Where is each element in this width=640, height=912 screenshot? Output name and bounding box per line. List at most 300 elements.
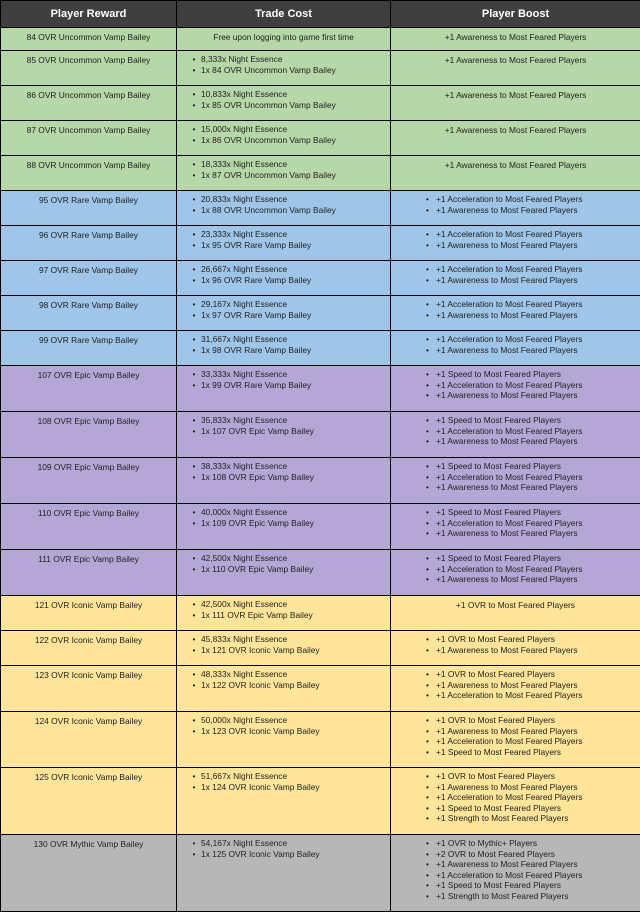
cost-list [181, 415, 386, 436]
bullet-icon: • [192, 461, 196, 471]
bullet-icon: • [192, 379, 196, 390]
cost-item [187, 240, 386, 251]
bullet-icon: • [426, 553, 429, 563]
bullet-icon: • [426, 239, 429, 250]
boost-item [419, 792, 636, 803]
bullet-icon: • [192, 517, 196, 528]
bullet-icon: • [426, 725, 429, 736]
boost-item [419, 528, 636, 539]
boost-list [395, 334, 636, 355]
boost-item [419, 553, 636, 564]
cost-item [187, 564, 386, 575]
trade-cost-cell [177, 226, 391, 261]
player-reward-cell: 98 OVR Rare Vamp Bailey [1, 296, 177, 331]
cost-text: 1x 98 OVR Rare Vamp Bailey [201, 344, 312, 355]
table-row [1, 631, 640, 666]
boost-item [419, 436, 636, 447]
table-row [1, 226, 640, 261]
boost-item [419, 415, 636, 426]
cost-text: 42,500x Night Essence [201, 599, 288, 609]
table-body [1, 28, 640, 912]
cost-text: 31,667x Night Essence [201, 334, 288, 344]
boost-text: +1 OVR to Most Feared Players [436, 771, 555, 781]
boost-text: +1 Acceleration to Most Feared Players [436, 229, 583, 239]
table-row [1, 28, 640, 51]
cost-text: 40,000x Night Essence [201, 507, 288, 517]
trade-cost-cell [177, 331, 391, 366]
bullet-icon: • [192, 609, 196, 620]
bullet-icon: • [426, 379, 429, 390]
trade-cost-cell [177, 86, 391, 121]
bullet-icon: • [426, 644, 429, 655]
cost-text: 1x 87 OVR Uncommon Vamp Bailey [201, 169, 336, 180]
player-boost-cell [391, 331, 640, 366]
cost-item [187, 54, 386, 65]
bullet-icon: • [426, 344, 429, 355]
bullet-icon: • [192, 781, 196, 792]
boost-item [419, 870, 636, 881]
header-trade-cost: Trade Cost [177, 1, 391, 28]
bullet-icon: • [192, 309, 196, 320]
bullet-icon: • [192, 194, 196, 204]
cost-text: 1x 88 OVR Uncommon Vamp Bailey [201, 204, 336, 215]
trade-cost-cell: Free upon logging into game first time [177, 28, 391, 51]
cost-list [181, 838, 386, 859]
boost-item [419, 334, 636, 345]
cost-item [187, 426, 386, 437]
boost-text: +1 OVR to Most Feared Players [436, 634, 555, 644]
player-reward-cell: 88 OVR Uncommon Vamp Bailey [1, 156, 177, 191]
boost-item [419, 880, 636, 891]
boost-text: +1 Awareness to Most Feared Players [436, 781, 578, 792]
player-reward-cell: 130 OVR Mythic Vamp Bailey [1, 835, 177, 912]
player-boost-cell: +1 Awareness to Most Feared Players [391, 51, 640, 86]
boost-item [419, 813, 636, 824]
cost-list [181, 461, 386, 482]
bullet-icon: • [426, 838, 429, 848]
boost-item [419, 461, 636, 472]
boost-text: +1 Strength to Most Feared Players [436, 890, 569, 901]
cost-item [187, 771, 386, 782]
boost-list [395, 507, 636, 539]
boost-list [395, 838, 636, 901]
trade-cost-cell [177, 261, 391, 296]
boost-list [395, 194, 636, 215]
bullet-icon: • [426, 736, 429, 746]
bullet-icon: • [426, 369, 429, 379]
boost-text: +1 Acceleration to Most Feared Players [436, 792, 583, 802]
boost-text: +1 Acceleration to Most Feared Players [436, 869, 583, 880]
table-row [1, 121, 640, 156]
player-boost-cell [391, 712, 640, 768]
trade-cost-cell [177, 458, 391, 504]
table-row [1, 156, 640, 191]
bullet-icon: • [426, 715, 429, 725]
bullet-icon: • [192, 89, 196, 99]
player-boost-cell [391, 261, 640, 296]
bullet-icon: • [192, 344, 196, 355]
cost-text: 1x 122 OVR Iconic Vamp Bailey [201, 679, 320, 690]
boost-text: +1 Strength to Most Feared Players [436, 813, 569, 823]
player-boost-cell: +1 Awareness to Most Feared Players [391, 86, 640, 121]
header-player-reward: Player Reward [1, 1, 177, 28]
cost-text: 1x 125 OVR Iconic Vamp Bailey [201, 848, 320, 859]
boost-item [419, 680, 636, 691]
boost-text: +1 Acceleration to Most Feared Players [436, 299, 583, 309]
cost-item [187, 849, 386, 860]
cost-text: 1x 110 OVR Epic Vamp Bailey [201, 563, 314, 574]
cost-list [181, 553, 386, 574]
bullet-icon: • [426, 507, 429, 517]
cost-item [187, 135, 386, 146]
player-reward-cell: 107 OVR Epic Vamp Bailey [1, 366, 177, 412]
boost-item [419, 715, 636, 726]
cost-list [181, 89, 386, 110]
cost-item [187, 415, 386, 426]
bullet-icon: • [426, 334, 429, 344]
boost-list [395, 553, 636, 585]
cost-item [187, 205, 386, 216]
cost-text: 1x 109 OVR Epic Vamp Bailey [201, 517, 314, 528]
cost-list [181, 229, 386, 250]
bullet-icon: • [426, 781, 429, 792]
cost-text: 1x 107 OVR Epic Vamp Bailey [201, 425, 314, 436]
bullet-icon: • [426, 264, 429, 274]
boost-item [419, 310, 636, 321]
player-reward-cell: 95 OVR Rare Vamp Bailey [1, 191, 177, 226]
cost-text: 51,667x Night Essence [201, 771, 288, 781]
table-row [1, 768, 640, 835]
table-row [1, 550, 640, 596]
boost-item [419, 229, 636, 240]
table-row [1, 296, 640, 331]
boost-text: +1 Speed to Most Feared Players [436, 553, 561, 563]
boost-text: +1 Speed to Most Feared Players [436, 461, 561, 471]
bullet-icon: • [426, 461, 429, 471]
cost-item [187, 782, 386, 793]
boost-text: +1 Awareness to Most Feared Players [436, 482, 578, 492]
cost-item [187, 65, 386, 76]
table-row [1, 261, 640, 296]
cost-item [187, 645, 386, 656]
bullet-icon: • [426, 517, 429, 528]
boost-text: +1 Acceleration to Most Feared Players [436, 334, 583, 344]
bullet-icon: • [426, 425, 429, 436]
trade-cost-cell [177, 366, 391, 412]
bullet-icon: • [426, 813, 429, 823]
bullet-icon: • [426, 390, 429, 400]
trade-cost-cell [177, 768, 391, 835]
cost-item [187, 669, 386, 680]
boost-item [419, 645, 636, 656]
player-reward-cell: 110 OVR Epic Vamp Bailey [1, 504, 177, 550]
boost-item [419, 838, 636, 849]
boost-item [419, 205, 636, 216]
boost-text: +1 Acceleration to Most Feared Players [436, 379, 583, 390]
cost-text: 18,333x Night Essence [201, 159, 288, 169]
cost-list [181, 264, 386, 285]
boost-item [419, 240, 636, 251]
cost-item [187, 518, 386, 529]
player-boost-cell [391, 226, 640, 261]
bullet-icon: • [426, 848, 429, 859]
boost-text: +1 Acceleration to Most Feared Players [436, 471, 583, 482]
boost-list [395, 461, 636, 493]
bullet-icon: • [426, 880, 429, 890]
bullet-icon: • [192, 848, 196, 859]
boost-text: +1 Acceleration to Most Feared Players [436, 517, 583, 528]
boost-item [419, 803, 636, 814]
bullet-icon: • [192, 415, 196, 425]
cost-list [181, 159, 386, 180]
bullet-icon: • [426, 802, 429, 813]
boost-item [419, 264, 636, 275]
bullet-icon: • [426, 274, 429, 285]
bullet-icon: • [192, 204, 196, 215]
player-boost-cell: +1 Awareness to Most Feared Players [391, 28, 640, 51]
player-boost-cell [391, 458, 640, 504]
bullet-icon: • [192, 715, 196, 725]
bullet-icon: • [426, 563, 429, 574]
trade-cost-cell [177, 191, 391, 226]
boost-text: +1 OVR to Mythic+ Players [436, 838, 538, 848]
bullet-icon: • [426, 690, 429, 700]
bullet-icon: • [192, 229, 196, 239]
boost-text: +2 OVR to Most Feared Players [436, 848, 555, 859]
trade-cost-cell [177, 631, 391, 666]
bullet-icon: • [426, 471, 429, 482]
player-boost-cell [391, 366, 640, 412]
player-boost-cell [391, 296, 640, 331]
bullet-icon: • [426, 229, 429, 239]
cost-item [187, 599, 386, 610]
cost-item [187, 264, 386, 275]
trade-cost-cell [177, 504, 391, 550]
cost-list [181, 124, 386, 145]
player-reward-cell: 111 OVR Epic Vamp Bailey [1, 550, 177, 596]
bullet-icon: • [192, 369, 196, 379]
boost-item [419, 299, 636, 310]
player-boost-cell [391, 631, 640, 666]
player-reward-cell: 85 OVR Uncommon Vamp Bailey [1, 51, 177, 86]
cost-text: 15,000x Night Essence [201, 124, 288, 134]
bullet-icon: • [426, 204, 429, 215]
cost-list [181, 299, 386, 320]
bullet-icon: • [192, 334, 196, 344]
boost-text: +1 Awareness to Most Feared Players [436, 644, 578, 655]
cost-list [181, 194, 386, 215]
player-reward-cell: 122 OVR Iconic Vamp Bailey [1, 631, 177, 666]
boost-text: +1 Acceleration to Most Feared Players [436, 736, 583, 746]
cost-item [187, 124, 386, 135]
player-reward-cell: 87 OVR Uncommon Vamp Bailey [1, 121, 177, 156]
bullet-icon: • [192, 838, 196, 848]
boost-text: +1 Acceleration to Most Feared Players [436, 690, 583, 700]
player-boost-cell [391, 191, 640, 226]
boost-item [419, 472, 636, 483]
table-row [1, 504, 640, 550]
boost-text: +1 OVR to Most Feared Players [436, 715, 555, 725]
cost-item [187, 229, 386, 240]
cost-item [187, 715, 386, 726]
boost-text: +1 Awareness to Most Feared Players [436, 309, 578, 320]
bullet-icon: • [192, 644, 196, 655]
bullet-icon: • [192, 99, 196, 110]
trade-cost-cell [177, 666, 391, 712]
table-row [1, 191, 640, 226]
boost-text: +1 Awareness to Most Feared Players [436, 528, 578, 538]
cost-text: 50,000x Night Essence [201, 715, 288, 725]
boost-text: +1 OVR to Most Feared Players [436, 669, 555, 679]
cost-item [187, 345, 386, 356]
trade-cost-cell [177, 835, 391, 912]
boost-list [395, 715, 636, 757]
table-row [1, 458, 640, 504]
cost-text: 33,333x Night Essence [201, 369, 288, 379]
cost-item [187, 553, 386, 564]
boost-item [419, 507, 636, 518]
boost-item [419, 275, 636, 286]
cost-text: 1x 86 OVR Uncommon Vamp Bailey [201, 134, 336, 145]
bullet-icon: • [192, 169, 196, 180]
cost-list [181, 54, 386, 75]
player-reward-cell: 108 OVR Epic Vamp Bailey [1, 412, 177, 458]
cost-list [181, 771, 386, 792]
cost-item [187, 310, 386, 321]
cost-text: 1x 108 OVR Epic Vamp Bailey [201, 471, 314, 482]
cost-list [181, 715, 386, 736]
bullet-icon: • [426, 679, 429, 690]
bullet-icon: • [426, 309, 429, 320]
cost-text: 38,333x Night Essence [201, 461, 288, 471]
player-boost-cell [391, 666, 640, 712]
cost-text: 1x 121 OVR Iconic Vamp Bailey [201, 644, 320, 655]
cost-text: 1x 124 OVR Iconic Vamp Bailey [201, 781, 320, 792]
boost-list [395, 634, 636, 655]
cost-text: 42,500x Night Essence [201, 553, 288, 563]
table-row [1, 712, 640, 768]
cost-text: 8,333x Night Essence [201, 54, 283, 64]
player-boost-cell: +1 Awareness to Most Feared Players [391, 156, 640, 191]
bullet-icon: • [426, 771, 429, 781]
bullet-icon: • [192, 425, 196, 436]
player-reward-cell: 99 OVR Rare Vamp Bailey [1, 331, 177, 366]
cost-text: 1x 111 OVR Epic Vamp Bailey [201, 609, 313, 620]
cost-text: 1x 99 OVR Rare Vamp Bailey [201, 379, 312, 390]
bullet-icon: • [192, 124, 196, 134]
player-boost-cell [391, 412, 640, 458]
boost-item [419, 849, 636, 860]
cost-item [187, 89, 386, 100]
player-reward-cell: 125 OVR Iconic Vamp Bailey [1, 768, 177, 835]
boost-list [395, 229, 636, 250]
cost-text: 1x 95 OVR Rare Vamp Bailey [201, 239, 312, 250]
cost-item [187, 170, 386, 181]
boost-text: +1 Awareness to Most Feared Players [436, 859, 578, 869]
bullet-icon: • [192, 471, 196, 482]
cost-item [187, 610, 386, 621]
player-reward-cell: 84 OVR Uncommon Vamp Bailey [1, 28, 177, 51]
table-row [1, 86, 640, 121]
boost-list [395, 264, 636, 285]
cost-text: 29,167x Night Essence [201, 299, 288, 309]
cost-text: 23,333x Night Essence [201, 229, 288, 239]
bullet-icon: • [192, 679, 196, 690]
table-row [1, 596, 640, 631]
cost-list [181, 369, 386, 390]
boost-item [419, 426, 636, 437]
trade-cost-cell [177, 412, 391, 458]
cost-text: 1x 123 OVR Iconic Vamp Bailey [201, 725, 320, 736]
bullet-icon: • [426, 415, 429, 425]
boost-item [419, 390, 636, 401]
boost-text: +1 Awareness to Most Feared Players [436, 390, 578, 400]
trade-cost-cell [177, 712, 391, 768]
boost-text: +1 Awareness to Most Feared Players [436, 274, 578, 285]
player-boost-cell [391, 550, 640, 596]
trade-cost-cell [177, 550, 391, 596]
boost-text: +1 Speed to Most Feared Players [436, 415, 561, 425]
bullet-icon: • [192, 599, 196, 609]
boost-text: +1 Awareness to Most Feared Players [436, 344, 578, 355]
cost-list [181, 334, 386, 355]
bullet-icon: • [426, 634, 429, 644]
boost-text: +1 Acceleration to Most Feared Players [436, 264, 583, 274]
cost-text: 54,167x Night Essence [201, 838, 288, 848]
bullet-icon: • [192, 274, 196, 285]
boost-list [395, 369, 636, 401]
trade-cost-cell [177, 296, 391, 331]
boost-text: +1 Speed to Most Feared Players [436, 746, 561, 757]
boost-item [419, 518, 636, 529]
table-row [1, 412, 640, 458]
cost-text: 1x 84 OVR Uncommon Vamp Bailey [201, 64, 336, 75]
bullet-icon: • [192, 239, 196, 250]
boost-list [395, 415, 636, 447]
bullet-icon: • [426, 869, 429, 880]
boost-text: +1 Speed to Most Feared Players [436, 880, 561, 890]
bullet-icon: • [192, 54, 196, 64]
cost-item [187, 369, 386, 380]
player-boost-cell [391, 835, 640, 912]
bullet-icon: • [426, 194, 429, 204]
bullet-icon: • [426, 299, 429, 309]
cost-list [181, 634, 386, 655]
header-player-boost: Player Boost [391, 1, 640, 28]
bullet-icon: • [426, 482, 429, 492]
bullet-icon: • [192, 553, 196, 563]
bullet-icon: • [426, 574, 429, 584]
player-reward-cell: 86 OVR Uncommon Vamp Bailey [1, 86, 177, 121]
trade-cost-cell [177, 121, 391, 156]
cost-text: 48,333x Night Essence [201, 669, 288, 679]
boost-text: +1 Speed to Most Feared Players [436, 802, 561, 813]
boost-text: +1 Speed to Most Feared Players [436, 507, 561, 517]
cost-text: 10,833x Night Essence [201, 89, 288, 99]
boost-text: +1 Awareness to Most Feared Players [436, 574, 578, 584]
boost-text: +1 Acceleration to Most Feared Players [436, 563, 583, 574]
table-row [1, 366, 640, 412]
cost-item [187, 680, 386, 691]
boost-text: +1 Acceleration to Most Feared Players [436, 194, 583, 204]
player-boost-cell: +1 Awareness to Most Feared Players [391, 121, 640, 156]
boost-item [419, 736, 636, 747]
boost-item [419, 859, 636, 870]
boost-item [419, 891, 636, 902]
bullet-icon: • [192, 771, 196, 781]
cost-text: 1x 96 OVR Rare Vamp Bailey [201, 274, 312, 285]
boost-item [419, 482, 636, 493]
